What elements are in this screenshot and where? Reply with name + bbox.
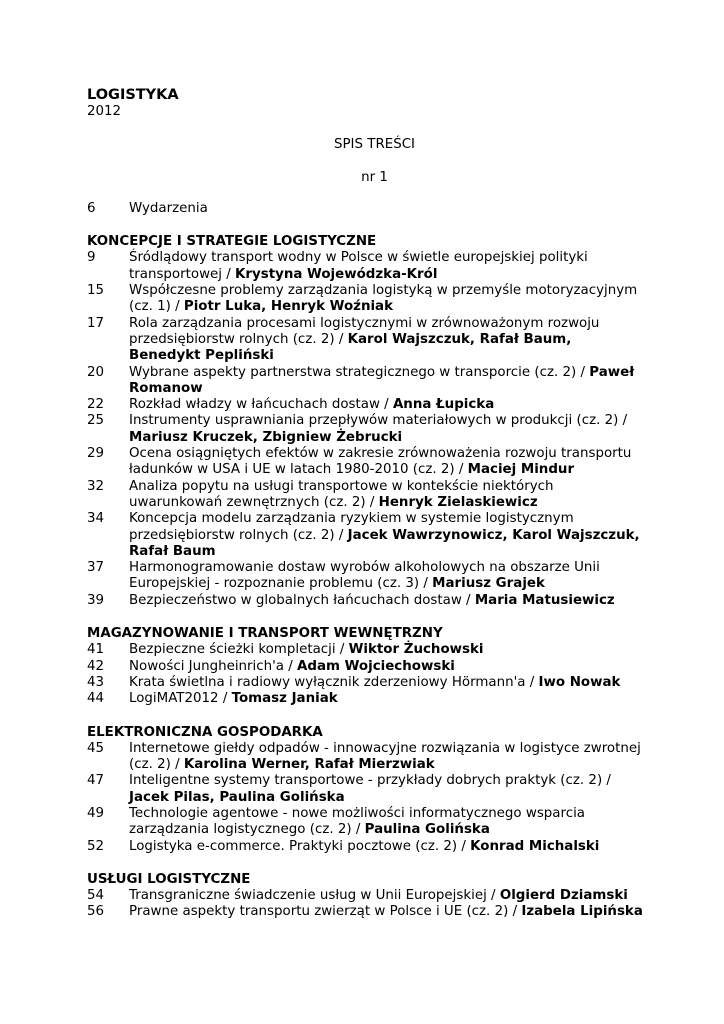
entry-page: 45 (87, 740, 105, 756)
entry-text (129, 560, 647, 593)
entry-page: 34 (87, 511, 105, 527)
entry-page: 22 (87, 397, 105, 413)
entry-text (129, 904, 647, 920)
entry-title: Współczesne problemy zarządzania logistyką w przemyśle motoryzacyjnym (cz. 1) / (129, 283, 638, 315)
entry-page: 6 (87, 200, 96, 216)
entry-author: Anna Łupicka (392, 397, 495, 413)
entry-title: Wybrane aspekty partnerstwa strategicznego w transporcie (cz. 2) / (129, 364, 590, 380)
entry-text (129, 316, 647, 365)
toc-entry (87, 250, 647, 283)
toc-entry (87, 283, 647, 316)
section-title: USŁUGI LOGISTYCZNE (87, 871, 251, 887)
table-of-contents (87, 87, 647, 921)
entry-text (129, 806, 647, 839)
entry-title: Transgraniczne świadczenie usług w Unii Europejskiej / (129, 888, 500, 904)
entry-text (129, 675, 647, 691)
toc-entry (87, 446, 647, 479)
entry-page: 37 (87, 560, 105, 576)
toc-entry (87, 479, 647, 512)
entry-title: Ocena osiągniętych efektów w zakresie zrównoważenia rozwoju transportu ładunków w USA i UE w latach 1980-2010 (cz. 2) / (129, 446, 632, 478)
entry-title: Analiza popytu na usługi transportowe w kontekście niektórych uwarunkowań zewnętrznych (cz. 2) / (129, 478, 554, 510)
toc-entry (87, 642, 647, 658)
entry-title: Krata świetlna i radiowy wyłącznik zderzeniowy Hörmann'a / (129, 674, 539, 690)
entry-page: 41 (87, 642, 105, 658)
toc-entry (87, 806, 647, 839)
toc-entry-intro (87, 201, 647, 217)
entry-page: 39 (87, 592, 105, 608)
entry-page: 54 (87, 888, 105, 904)
entry-page: 25 (87, 413, 105, 429)
entry-author: Mariusz Grajek (432, 576, 545, 592)
issue-number: nr 1 (361, 169, 388, 185)
toc-entry (87, 316, 647, 365)
entry-title: Instrumenty usprawniania przepływów materiałowych w produkcji (cz. 2) / (129, 413, 628, 429)
section-title: MAGAZYNOWANIE I TRANSPORT WEWNĘTRZNY (87, 626, 443, 642)
entry-text (129, 659, 647, 675)
entry-author: Jacek Wawrzynowicz, Karol Wajszczuk, Rafał Baum (129, 527, 640, 559)
entry-author: Karolina Werner, Rafał Mierzwiak (183, 757, 435, 773)
entry-author: Iwo Nowak (538, 674, 621, 690)
entry-text (129, 839, 647, 855)
toc-entry (87, 413, 647, 446)
entry-title: Śródlądowy transport wodny w Polsce w świetle europejskiej polityki transportowej / (129, 250, 588, 282)
entry-page: 9 (87, 250, 96, 266)
entry-page: 47 (87, 773, 105, 789)
toc-entry (87, 365, 647, 398)
entry-title: Inteligentne systemy transportowe - przykłady dobrych praktyk (cz. 2) / (129, 773, 611, 789)
toc-entry (87, 675, 647, 691)
toc-entry (87, 904, 647, 920)
entry-title: Internetowe giełdy odpadów - innowacyjne rozwiązania w logistyce zwrotnej (cz. 2) / (129, 740, 641, 773)
toc-entry (87, 691, 647, 707)
entry-text (129, 365, 647, 398)
entry-text (129, 283, 647, 316)
entry-author: Tomasz Janiak (231, 691, 338, 707)
entry-author: Wiktor Żuchowski (348, 642, 484, 658)
entry-title: Koncepcja modelu zarządzania ryzykiem w systemie logistycznym przedsiębiorstw rolnych (cz. 2) / (129, 511, 574, 543)
entry-author: Adam Wojciechowski (297, 658, 455, 674)
entry-title: Rola zarządzania procesami logistycznymi w zrównoważonym rozwoju przedsiębiorstw rolnych (cz. 2) / (129, 315, 600, 347)
entry-text (129, 413, 647, 446)
entry-title: Nowości Jungheinrich'a / (129, 658, 298, 674)
entry-page: 49 (87, 805, 105, 821)
entry-page: 15 (87, 283, 105, 299)
entry-text (129, 691, 647, 707)
entry-title: Logistyka e-commerce. Praktyki pocztowe (cz. 2) / (129, 838, 471, 854)
entry-page: 17 (87, 315, 105, 331)
toc-sections (87, 234, 647, 921)
entry-page: 32 (87, 478, 105, 494)
entry-page: 56 (87, 904, 105, 920)
entry-page: 29 (87, 446, 105, 462)
entry-page: 42 (87, 658, 105, 674)
entry-text (129, 642, 647, 658)
entry-author: Jacek Pilas, Paulina Golińska (129, 789, 345, 805)
entry-author: Krystyna Wojewódzka-Król (235, 266, 438, 282)
section-title: KONCEPCJE I STRATEGIE LOGISTYCZNE (87, 234, 377, 250)
entry-title: Bezpieczeństwo w globalnych łańcuchach dostaw / (129, 592, 475, 608)
entry-title: Rozkład władzy w łańcuchach dostaw / (129, 397, 393, 413)
entry-author: Izabela Lipińska (521, 904, 643, 920)
journal-title: LOGISTYKA (87, 87, 179, 103)
entry-text (129, 741, 647, 774)
entry-text (129, 593, 647, 609)
entry-title: Prawne aspekty transportu zwierząt w Polsce i UE (cz. 2) / (129, 904, 522, 920)
toc-entry (87, 659, 647, 675)
entry-author: Konrad Michalski (470, 838, 600, 854)
entry-title: LogiMAT2012 / (129, 691, 232, 707)
entry-title: Technologie agentowe - nowe możliwości informatycznego wsparcia zarządzania logistycznego (cz. 2) / (129, 805, 586, 838)
section-title: ELEKTRONICZNA GOSPODARKA (87, 724, 323, 740)
entry-author: Karol Wajszczuk, Rafał Baum, Benedykt Pepliński (129, 331, 572, 364)
entry-author: Olgierd Dziamski (499, 888, 628, 904)
entry-author: Henryk Zielaskiewicz (378, 494, 538, 510)
entry-title: Bezpieczne ścieżki kompletacji / (129, 642, 349, 658)
journal-year: 2012 (87, 104, 122, 119)
entry-text (129, 773, 647, 806)
entry-author: Maciej Mindur (467, 462, 575, 478)
toc-entry (87, 888, 647, 904)
toc-entry (87, 511, 647, 560)
entry-page: 52 (87, 838, 105, 854)
entry-text (129, 397, 647, 413)
toc-entry (87, 839, 647, 855)
entry-page: 44 (87, 691, 105, 707)
entry-title: Harmonogramowanie dostaw wyrobów alkoholowych na obszarze Unii Europejskiej - rozpoznanie problemu (cz. 3) / (129, 560, 600, 592)
entry-author: Paulina Golińska (364, 822, 490, 838)
entry-author: Maria Matusiewicz (474, 592, 615, 608)
entry-page: 20 (87, 364, 105, 380)
toc-entry (87, 397, 647, 413)
toc-entry (87, 741, 647, 774)
toc-entry (87, 773, 647, 806)
entry-text (129, 250, 647, 283)
toc-entry (87, 593, 647, 609)
toc-heading: SPIS TREŚCI (333, 137, 416, 153)
entry-page: 43 (87, 674, 105, 690)
toc-entry (87, 560, 647, 593)
entry-text: Wydarzenia (129, 200, 208, 216)
entry-author: Mariusz Kruczek, Zbigniew Żebrucki (129, 429, 403, 445)
entry-text (129, 446, 647, 479)
entry-text (129, 479, 647, 512)
entry-author: Piotr Luka, Henryk Woźniak (183, 299, 394, 315)
entry-text (129, 888, 647, 904)
entry-text (129, 511, 647, 560)
entry-author: Paweł Romanow (129, 364, 635, 396)
